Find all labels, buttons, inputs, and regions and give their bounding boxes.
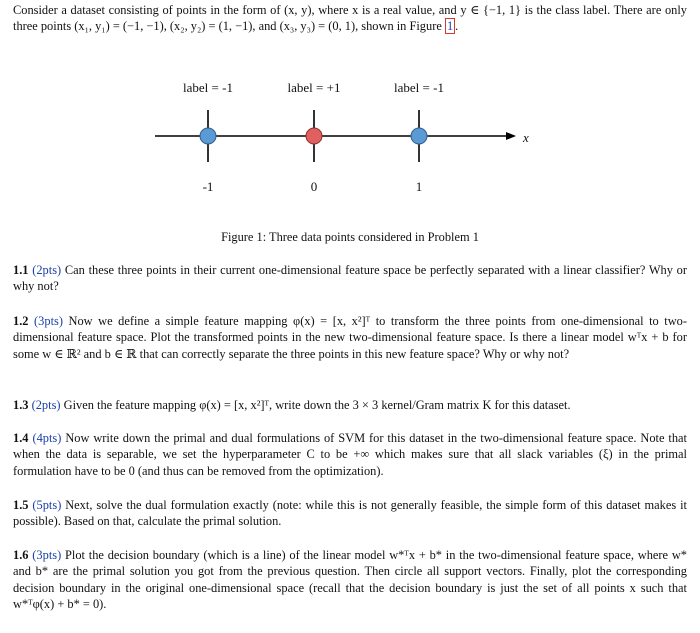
number-line-svg bbox=[140, 70, 560, 210]
point-label-right: label = -1 bbox=[394, 80, 444, 95]
question-number: 1.5 bbox=[13, 498, 29, 512]
question-points: (2pts) bbox=[31, 398, 61, 412]
question-points: (3pts) bbox=[34, 314, 63, 328]
data-point-right bbox=[411, 128, 427, 144]
intro-line-2: There are only three points (x₁, y₁) = (−1, −1), (x₂, y₂) = (1, −1), and (x₃, y₃) = (0, 1), shown in Figure bbox=[13, 3, 687, 34]
question-points: (5pts) bbox=[32, 498, 62, 512]
point-label-left: label = -1 bbox=[183, 80, 233, 95]
figure-caption: Figure 1: Three data points considered in Problem 1 bbox=[221, 230, 479, 244]
axis-arrow-icon bbox=[506, 132, 516, 140]
question-1-5 bbox=[13, 497, 687, 530]
tick-label-left: -1 bbox=[202, 179, 214, 194]
question-number: 1.6 bbox=[13, 548, 29, 562]
question-number: 1.4 bbox=[13, 431, 29, 445]
data-point-left bbox=[200, 128, 216, 144]
tick-label-middle: 0 bbox=[310, 179, 318, 194]
number-line-figure bbox=[140, 70, 560, 210]
question-text: Can these three points in their current one-dimensional feature space be perfectly separated with a linear classifier? Why or why not? bbox=[13, 263, 687, 294]
intro-line-2-end: . bbox=[455, 19, 459, 34]
data-point-middle bbox=[306, 128, 322, 144]
question-1-6 bbox=[13, 547, 687, 612]
question-points: (4pts) bbox=[32, 431, 62, 445]
question-number: 1.3 bbox=[13, 398, 29, 412]
intro-line-1: Consider a dataset consisting of points in the form of (x, y), where x is a real value, and y ∈ {−1, 1} is the class label. bbox=[13, 3, 611, 17]
question-text: Now we define a simple feature mapping φ(x) = [x, x²]ᵀ to transform the three points from one-dimensional to two-dimensional feature space. Plot the transformed points in the new two-dimensional feature space. Is there a linear model wᵀx + b for some w ∈ ℝ² and b ∈ ℝ that can correctly separate the three points in this new feature space? Why or why not? bbox=[13, 314, 687, 361]
question-text: Plot the decision boundary (which is a line) of the linear model w*ᵀx + b* in the two-dimensional feature space, where w* and b* are the primal solution you got from the previous question. Then circle all support vectors. Finally, plot the corresponding decision boundary in the original one-dimensional space (recall that the decision boundary is just the set of all points x such that w*ᵀφ(x) + b* = 0). bbox=[13, 548, 687, 611]
tick-label-right: 1 bbox=[415, 179, 423, 194]
question-points: (3pts) bbox=[32, 548, 62, 562]
question-1-4 bbox=[13, 430, 687, 479]
question-text: Next, solve the dual formulation exactly (note: while this is not generally feasible, the simple form of this dataset makes it possible). Based on that, calculate the primal solution. bbox=[13, 498, 687, 529]
figure-reference-link[interactable]: 1 bbox=[446, 19, 454, 34]
intro-paragraph bbox=[13, 2, 687, 35]
question-1-3 bbox=[13, 397, 687, 413]
axis-label: x bbox=[523, 130, 529, 145]
question-text: Now write down the primal and dual formulations of SVM for this dataset in the two-dimensional feature space. Note that when the data is separable, we set the hyperparameter C to be +∞ which makes sure that all slack variables (ξ) in the primal formulation have to be 0 (and thus can be removed from the optimization). bbox=[13, 431, 687, 478]
question-number: 1.1 bbox=[13, 263, 29, 277]
question-1-2 bbox=[13, 313, 687, 362]
question-text: Given the feature mapping φ(x) = [x, x²]ᵀ, write down the 3 × 3 kernel/Gram matrix K for this dataset. bbox=[63, 398, 571, 412]
question-1-1 bbox=[13, 262, 687, 295]
question-points: (2pts) bbox=[32, 263, 62, 277]
question-number: 1.2 bbox=[13, 314, 29, 328]
point-label-middle: label = +1 bbox=[287, 80, 341, 95]
